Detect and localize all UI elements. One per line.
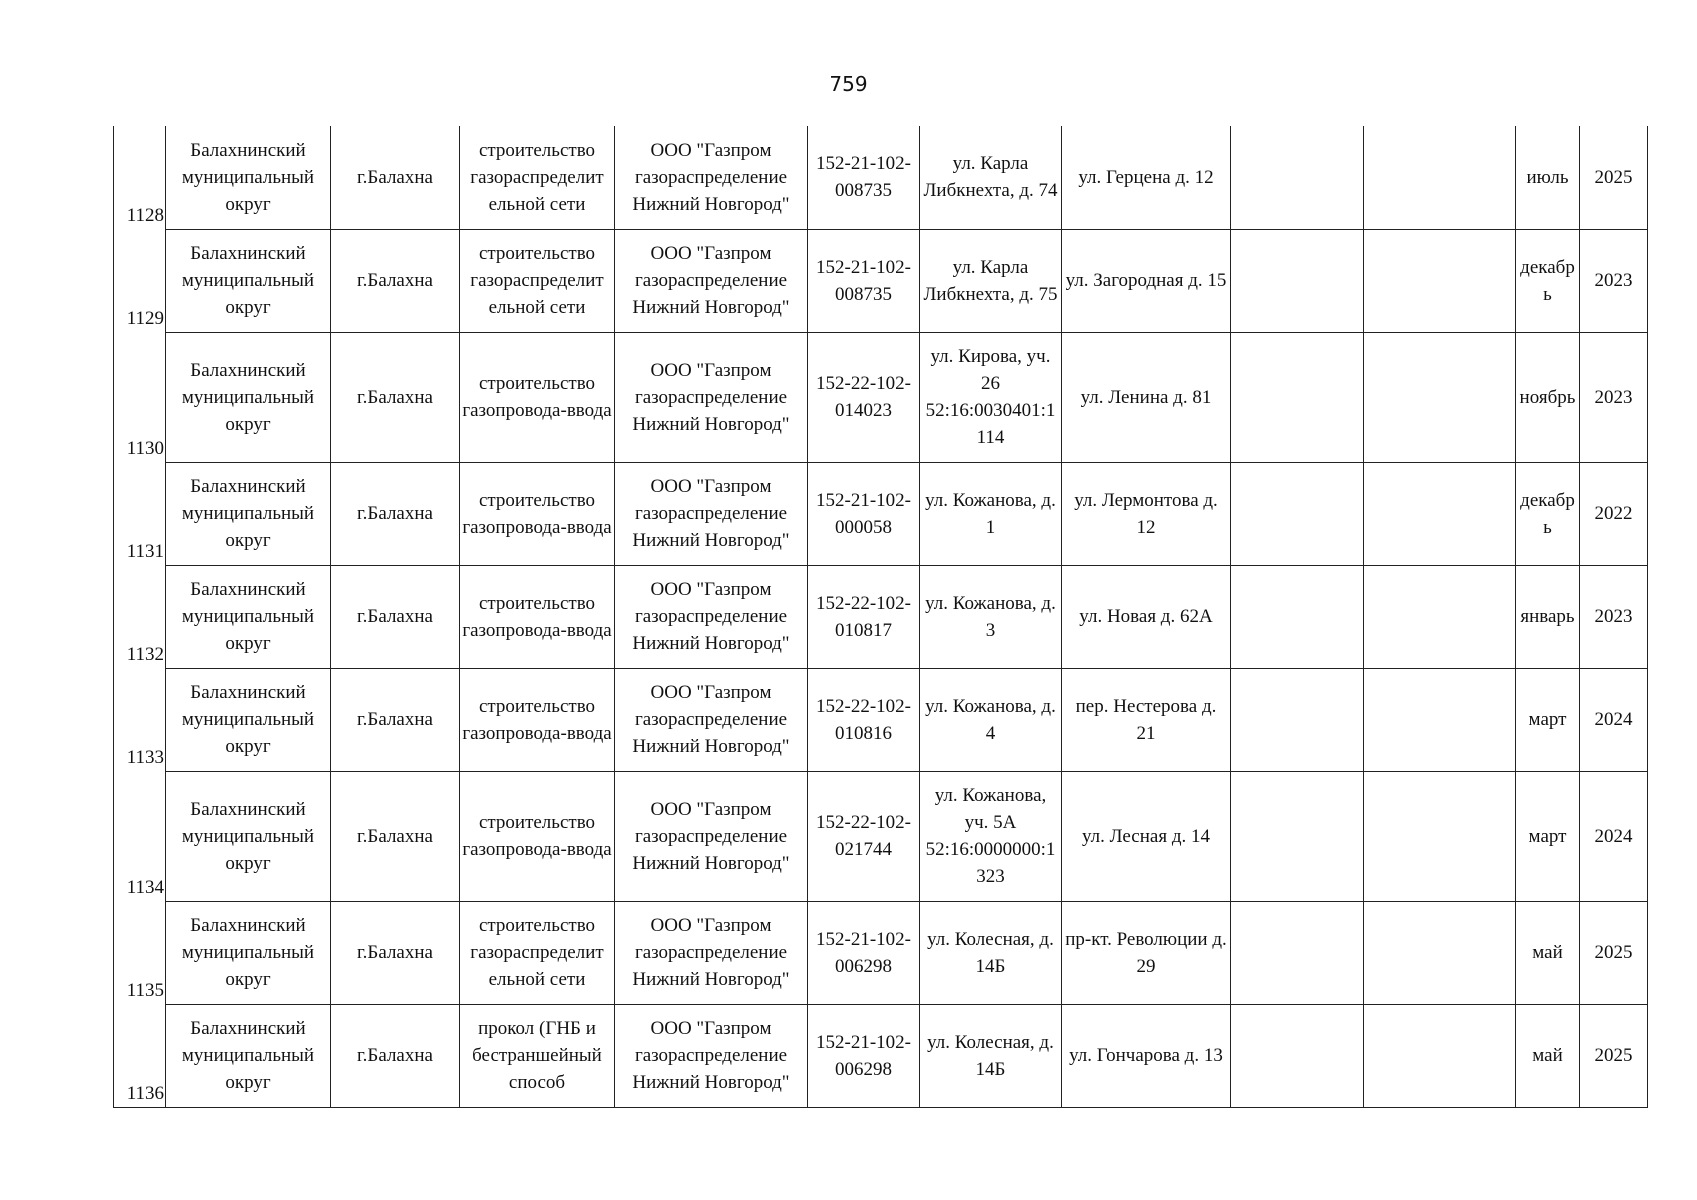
district-cell: Балахнинский муниципальный округ (166, 332, 331, 462)
empty-cell (1364, 332, 1516, 462)
empty-cell (1231, 565, 1364, 668)
district-cell: Балахнинский муниципальный округ (166, 462, 331, 565)
year-cell: 2025 (1580, 1004, 1648, 1107)
source-address-cell: ул. Кожанова, д. 4 (920, 668, 1062, 771)
code-cell: 152-22-102-010817 (808, 565, 920, 668)
target-address-cell: ул. Ленина д. 81 (1062, 332, 1231, 462)
year-cell: 2024 (1580, 771, 1648, 901)
empty-cell (1364, 901, 1516, 1004)
empty-cell (1231, 126, 1364, 229)
organization-cell: ООО "Газпром газораспределение Нижний Новгород" (615, 332, 808, 462)
code-cell: 152-22-102-021744 (808, 771, 920, 901)
organization-cell: ООО "Газпром газораспределение Нижний Новгород" (615, 565, 808, 668)
code-cell: 152-21-102-006298 (808, 1004, 920, 1107)
work-type-cell: строительство газораспределит ельной сети (460, 229, 615, 332)
city-cell: г.Балахна (331, 332, 460, 462)
registry-table (113, 126, 1648, 1108)
table-row (114, 462, 1648, 565)
source-address-cell: ул. Кирова, уч. 26 52:16:0030401:1 114 (920, 332, 1062, 462)
city-cell: г.Балахна (331, 771, 460, 901)
month-cell: январь (1516, 565, 1580, 668)
work-type-cell: строительство газораспределит ельной сети (460, 901, 615, 1004)
table-row (114, 332, 1648, 462)
row-number: 1136 (114, 1004, 166, 1107)
empty-cell (1364, 771, 1516, 901)
table-row (114, 668, 1648, 771)
city-cell: г.Балахна (331, 1004, 460, 1107)
organization-cell: ООО "Газпром газораспределение Нижний Новгород" (615, 668, 808, 771)
table-row (114, 565, 1648, 668)
work-type-cell: прокол (ГНБ и бестраншейный способ (460, 1004, 615, 1107)
empty-cell (1364, 229, 1516, 332)
city-cell: г.Балахна (331, 229, 460, 332)
empty-cell (1231, 462, 1364, 565)
work-type-cell: строительство газопровода-ввода (460, 332, 615, 462)
empty-cell (1364, 565, 1516, 668)
row-number: 1133 (114, 668, 166, 771)
code-cell: 152-21-102-006298 (808, 901, 920, 1004)
code-cell: 152-21-102-008735 (808, 229, 920, 332)
year-cell: 2025 (1580, 126, 1648, 229)
month-cell: май (1516, 901, 1580, 1004)
page-number: 759 (829, 72, 868, 96)
row-number: 1128 (114, 126, 166, 229)
empty-cell (1231, 229, 1364, 332)
row-number: 1131 (114, 462, 166, 565)
month-cell: ноябрь (1516, 332, 1580, 462)
source-address-cell: ул. Колесная, д. 14Б (920, 1004, 1062, 1107)
year-cell: 2025 (1580, 901, 1648, 1004)
empty-cell (1364, 462, 1516, 565)
city-cell: г.Балахна (331, 565, 460, 668)
district-cell: Балахнинский муниципальный округ (166, 126, 331, 229)
empty-cell (1231, 901, 1364, 1004)
empty-cell (1364, 1004, 1516, 1107)
work-type-cell: строительство газораспределит ельной сети (460, 126, 615, 229)
year-cell: 2022 (1580, 462, 1648, 565)
district-cell: Балахнинский муниципальный округ (166, 668, 331, 771)
table-row (114, 229, 1648, 332)
district-cell: Балахнинский муниципальный округ (166, 901, 331, 1004)
district-cell: Балахнинский муниципальный округ (166, 771, 331, 901)
district-cell: Балахнинский муниципальный округ (166, 565, 331, 668)
target-address-cell: ул. Герцена д. 12 (1062, 126, 1231, 229)
empty-cell (1364, 668, 1516, 771)
row-number: 1132 (114, 565, 166, 668)
district-cell: Балахнинский муниципальный округ (166, 229, 331, 332)
work-type-cell: строительство газопровода-ввода (460, 668, 615, 771)
target-address-cell: ул. Лермонтова д. 12 (1062, 462, 1231, 565)
code-cell: 152-21-102-008735 (808, 126, 920, 229)
empty-cell (1231, 1004, 1364, 1107)
target-address-cell: пер. Нестерова д. 21 (1062, 668, 1231, 771)
organization-cell: ООО "Газпром газораспределение Нижний Новгород" (615, 771, 808, 901)
source-address-cell: ул. Кожанова, д. 1 (920, 462, 1062, 565)
table-row (114, 901, 1648, 1004)
city-cell: г.Балахна (331, 668, 460, 771)
year-cell: 2023 (1580, 332, 1648, 462)
district-cell: Балахнинский муниципальный округ (166, 1004, 331, 1107)
code-cell: 152-22-102-010816 (808, 668, 920, 771)
work-type-cell: строительство газопровода-ввода (460, 462, 615, 565)
year-cell: 2023 (1580, 229, 1648, 332)
target-address-cell: пр-кт. Революции д. 29 (1062, 901, 1231, 1004)
target-address-cell: ул. Лесная д. 14 (1062, 771, 1231, 901)
row-number: 1134 (114, 771, 166, 901)
city-cell: г.Балахна (331, 901, 460, 1004)
source-address-cell: ул. Колесная, д. 14Б (920, 901, 1062, 1004)
table-row (114, 771, 1648, 901)
table-row (114, 126, 1648, 229)
source-address-cell: ул. Кожанова, д. 3 (920, 565, 1062, 668)
month-cell: декабр ь (1516, 462, 1580, 565)
month-cell: март (1516, 771, 1580, 901)
source-address-cell: ул. Карла Либкнехта, д. 74 (920, 126, 1062, 229)
year-cell: 2023 (1580, 565, 1648, 668)
city-cell: г.Балахна (331, 126, 460, 229)
organization-cell: ООО "Газпром газораспределение Нижний Новгород" (615, 1004, 808, 1107)
organization-cell: ООО "Газпром газораспределение Нижний Новгород" (615, 126, 808, 229)
empty-cell (1231, 332, 1364, 462)
target-address-cell: ул. Загородная д. 15 (1062, 229, 1231, 332)
month-cell: декабр ь (1516, 229, 1580, 332)
row-number: 1135 (114, 901, 166, 1004)
year-cell: 2024 (1580, 668, 1648, 771)
organization-cell: ООО "Газпром газораспределение Нижний Новгород" (615, 462, 808, 565)
work-type-cell: строительство газопровода-ввода (460, 565, 615, 668)
empty-cell (1231, 668, 1364, 771)
source-address-cell: ул. Кожанова, уч. 5А 52:16:0000000:1 323 (920, 771, 1062, 901)
empty-cell (1231, 771, 1364, 901)
target-address-cell: ул. Гончарова д. 13 (1062, 1004, 1231, 1107)
code-cell: 152-21-102-000058 (808, 462, 920, 565)
work-type-cell: строительство газопровода-ввода (460, 771, 615, 901)
row-number: 1129 (114, 229, 166, 332)
empty-cell (1364, 126, 1516, 229)
code-cell: 152-22-102-014023 (808, 332, 920, 462)
table-row (114, 1004, 1648, 1107)
target-address-cell: ул. Новая д. 62А (1062, 565, 1231, 668)
row-number: 1130 (114, 332, 166, 462)
organization-cell: ООО "Газпром газораспределение Нижний Новгород" (615, 229, 808, 332)
month-cell: март (1516, 668, 1580, 771)
city-cell: г.Балахна (331, 462, 460, 565)
organization-cell: ООО "Газпром газораспределение Нижний Новгород" (615, 901, 808, 1004)
month-cell: июль (1516, 126, 1580, 229)
month-cell: май (1516, 1004, 1580, 1107)
source-address-cell: ул. Карла Либкнехта, д. 75 (920, 229, 1062, 332)
